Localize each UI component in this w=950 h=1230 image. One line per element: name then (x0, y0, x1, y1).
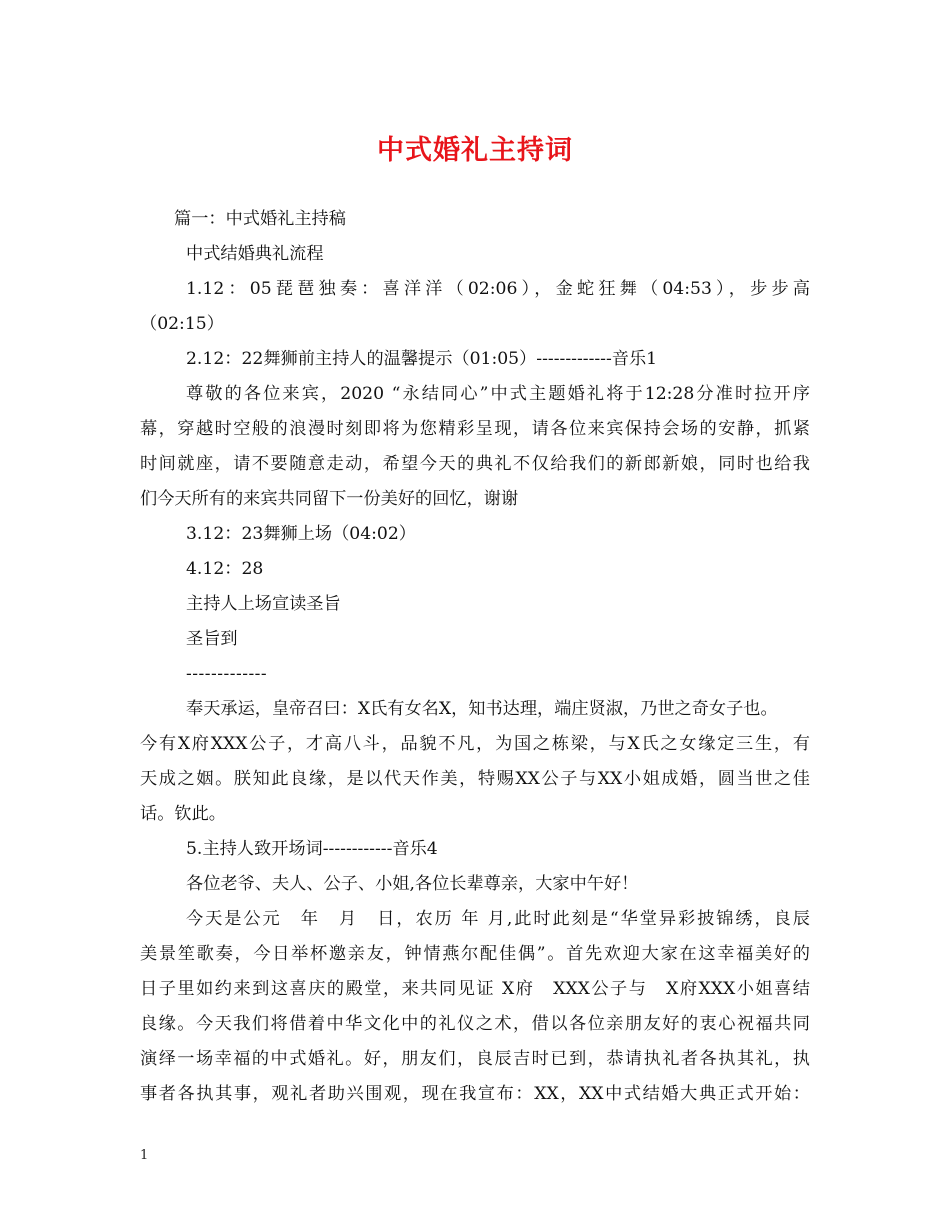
paragraph-line: 事者各执其事，观礼者助兴围观，现在我宣布：XX，XX中式结婚大典正式开始： (140, 1084, 810, 1104)
edict-line: 今有X府XXX公子，才高八斗，品貌不凡，为国之栋梁，与X氏之女缘定三生，有 (140, 734, 810, 754)
page-title: 中式婚礼主持词 (377, 135, 573, 166)
paragraph-line: 幕，穿越时空般的浪漫时刻即将为您精彩呈现，请各位来宾保持会场的安静，抓紧 (140, 419, 810, 439)
section-heading: 篇一：中式婚礼主持稿 (174, 209, 346, 229)
flow-item-5: 5.主持人致开场词------------音乐4 (186, 839, 438, 859)
paragraph-line: 美景笙歌奏，今日举杯邀亲友，钟情燕尔配佳偶”。首先欢迎大家在这幸福美好的 (140, 944, 810, 964)
edict-line: 奉天承运，皇帝召曰：X氏有女名X，知书达理，端庄贤淑，乃世之奇女子也。 (186, 699, 778, 719)
edict-line: 天成之姻。朕知此良缘，是以代天作美，特赐XX公子与XX小姐成婚，圆当世之佳 (140, 769, 810, 789)
flow-item-2: 2.12：22舞狮前主持人的温馨提示（01:05）-------------音乐1 (186, 349, 658, 369)
separator-dashes: ------------- (186, 664, 268, 684)
flow-item-4: 4.12：28 (186, 559, 264, 579)
edict-heading: 圣旨到 (186, 629, 238, 649)
paragraph-line: 尊敬的各位来宾，2020 “永结同心”中式主题婚礼将于12:28分准时拉开序 (186, 384, 810, 404)
document-body (140, 202, 810, 1112)
flow-item-3: 3.12：23舞狮上场（04:02） (186, 524, 416, 544)
paragraph-line: 时间就座，请不要随意走动，希望今天的典礼不仅给我们的新郎新娘，同时也给我 (140, 454, 810, 474)
flow-item-1-continued: （02:15） (140, 314, 224, 334)
paragraph-line: 演绎一场幸福的中式婚礼。好，朋友们，良辰吉时已到，恭请执礼者各执其礼，执 (140, 1049, 810, 1069)
flow-heading: 中式结婚典礼流程 (186, 244, 324, 264)
paragraph-line: 今天是公元 年 月 日，农历 年 月,此时此刻是“华堂异彩披锦绣，良辰 (186, 909, 810, 929)
flow-item-1: 1.12：05琵琶独奏：喜洋洋（02:06），金蛇狂舞（04:53），步步高 (186, 279, 810, 299)
greeting-line: 各位老爷、夫人、公子、小姐,各位长辈尊亲，大家中午好！ (186, 874, 639, 894)
page-number: 1 (140, 1148, 149, 1163)
paragraph-line: 日子里如约来到这喜庆的殿堂，来共同见证 X府 XXX公子与 X府XXX小姐喜结 (140, 979, 810, 999)
paragraph-line: 良缘。今天我们将借着中华文化中的礼仪之术，借以各位亲朋友好的衷心祝福共同 (140, 1014, 810, 1034)
edict-line: 话。钦此。 (140, 804, 226, 824)
paragraph-line: 们今天所有的来宾共同留下一份美好的回忆，谢谢 (140, 489, 519, 509)
flow-item-4-detail: 主持人上场宣读圣旨 (186, 594, 341, 614)
